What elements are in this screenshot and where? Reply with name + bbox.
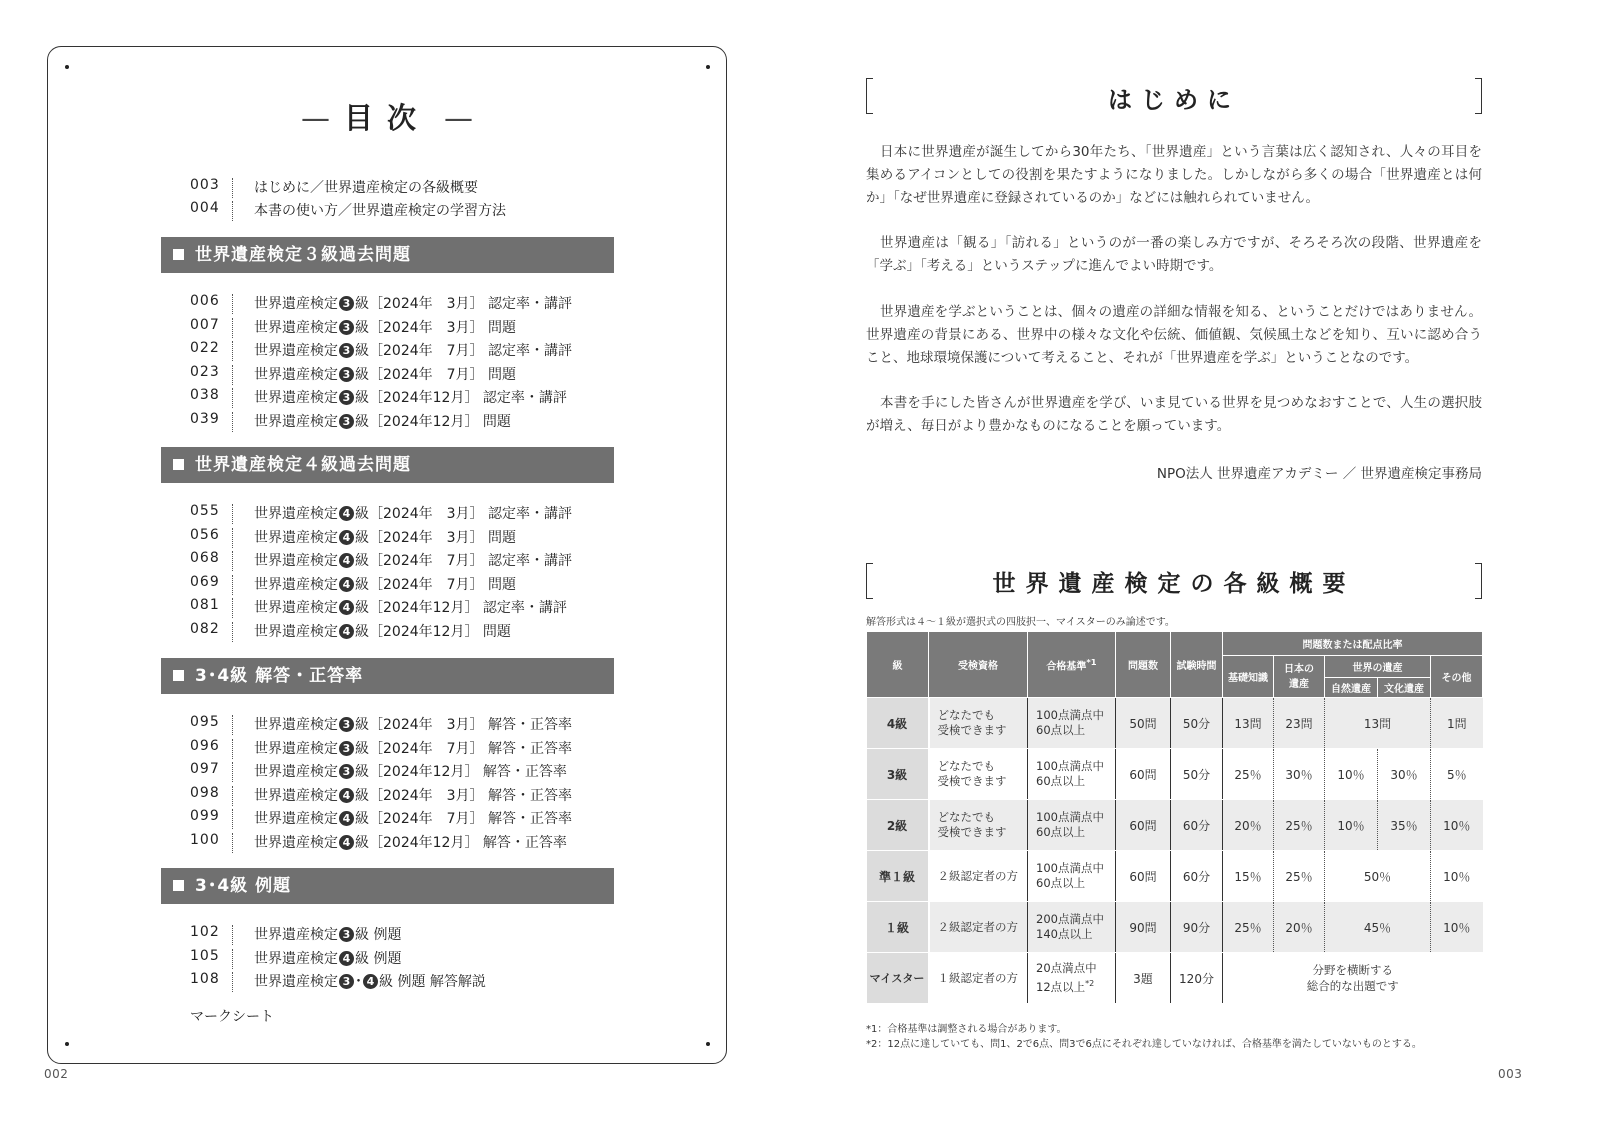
intro-paragraph: 世界遺産を学ぶということは、個々の遺産の詳細な情報を知る、ということだけではありません。世界遺産の背景にある、世界中の様々な文化や伝統、価値観、気候風土などを知り、互いに認め合うこと、地球環境保護について考えること、それが「世界遺産を学ぶ」ということなのです。 [866, 304, 1482, 366]
dotted-separator [232, 504, 233, 524]
section-heading-text: 3･4級 解答・正答率 [195, 666, 364, 686]
header-world: 世界の遺産 [1325, 656, 1431, 678]
row-world: 50％ [1325, 851, 1431, 902]
row-eligibility [929, 698, 1028, 749]
header-pass-standard [1028, 632, 1116, 698]
grade-circle-badge: 4 [339, 577, 354, 592]
entry-detail: 級 例題 [355, 950, 402, 967]
dotted-separator [232, 412, 233, 432]
grade-joiner: ･ [355, 974, 362, 990]
section-heading [161, 237, 614, 273]
entry-series: 世界遺産検定 [254, 390, 338, 406]
row-questions: 60問 [1116, 749, 1171, 800]
footnote: *1：合格基準は調整される場合があります。 [866, 1024, 1067, 1035]
grade-circle-badge: 3 [339, 343, 354, 358]
pass-line: 60点以上 [1036, 723, 1086, 737]
entry-title [254, 832, 567, 852]
row-natural: 10％ [1325, 800, 1378, 851]
entry-series: 世界遺産検定 [254, 600, 338, 616]
section-heading-text: 世界遺産検定３級過去問題 [195, 245, 411, 265]
eligibility-line: 受検できます [937, 723, 1007, 737]
signature: NPO法人 世界遺産アカデミー ／ 世界遺産検定事務局 [1156, 466, 1482, 482]
grade-circle-badge: 4 [339, 530, 354, 545]
row-time: 50分 [1171, 698, 1223, 749]
row-eligibility: ２級認定者の方 [929, 902, 1028, 953]
entry-series: 世界遺産検定 [254, 787, 338, 804]
grade-circle-badge: 4 [339, 951, 354, 966]
entry-series: 世界遺産検定 [254, 834, 338, 851]
entry-title [254, 948, 401, 968]
header-other: その他 [1431, 656, 1483, 698]
header-japan: 日本の遺産 [1274, 656, 1325, 698]
header-pass-standard-text: 合格基準 [1046, 661, 1087, 673]
square-bullet-icon [173, 670, 184, 681]
entry-title [254, 621, 511, 641]
grade-overview-table [866, 631, 1483, 1004]
row-pass-standard [1028, 749, 1116, 800]
pass-line: 200点満点中 [1036, 912, 1104, 926]
entry-page-number: 096 [190, 737, 220, 754]
row-other: 5％ [1431, 749, 1483, 800]
overview-heading-text: 世界遺産検定の各級概要 [992, 571, 1356, 597]
entry-series: 世界遺産検定 [254, 366, 338, 383]
dotted-separator [232, 294, 233, 314]
dotted-separator [232, 833, 233, 853]
eligibility-line: どなたでも [937, 708, 995, 722]
row-eligibility [929, 749, 1028, 800]
entry-series: 世界遺産検定 [254, 764, 338, 780]
entry-detail: 級［2024年 7月］ 解答・正答率 [355, 811, 572, 827]
row-eligibility: １級認定者の方 [929, 953, 1028, 1004]
entry-page-number: 099 [190, 808, 220, 824]
table-row [867, 749, 1483, 800]
row-japan: 30％ [1274, 749, 1325, 800]
span-line: 分野を横断する [1312, 963, 1394, 977]
entry-series: 世界遺産検定 [254, 413, 338, 430]
header-basic: 基礎知識 [1223, 656, 1274, 698]
row-grade: マイスター [867, 953, 929, 1004]
grade-circle-badge: 3 [339, 974, 354, 989]
row-questions: 60問 [1116, 800, 1171, 851]
row-grade: 3級 [867, 749, 929, 800]
entry-series: 世界遺産検定 [254, 927, 338, 943]
corner-dot [65, 65, 69, 69]
eligibility-line: 受検できます [937, 825, 1007, 839]
row-questions: 50問 [1116, 698, 1171, 749]
entry-page-number: 004 [190, 200, 220, 216]
row-eligibility [929, 800, 1028, 851]
row-basic: 15％ [1223, 851, 1274, 902]
row-japan: 25％ [1274, 800, 1325, 851]
grade-circle-badge: 3 [339, 367, 354, 382]
pass-line: 60点以上 [1036, 876, 1086, 890]
footnote-mark: *1 [1086, 656, 1097, 667]
entry-detail: 級［2024年 3月］ 解答・正答率 [355, 787, 572, 804]
dotted-separator [232, 318, 233, 338]
entry-title [254, 808, 572, 828]
entry-title: はじめに／世界遺産検定の各級概要 [254, 180, 478, 196]
entry-detail: 級［2024年12月］ 問題 [355, 623, 511, 640]
section-heading [161, 868, 614, 904]
entry-title [254, 527, 516, 547]
dotted-separator [232, 622, 233, 642]
row-pass-standard [1028, 800, 1116, 851]
table-row [867, 902, 1483, 953]
entry-detail: 級 例題 解答解説 [379, 974, 486, 990]
entry-detail: 級［2024年 3月］ 問題 [355, 319, 516, 336]
row-grade: １級 [867, 902, 929, 953]
dotted-separator [232, 715, 233, 735]
entry-page-number: 023 [190, 363, 220, 380]
grade-circle-badge: 3 [339, 741, 354, 756]
grade-circle-badge: 3 [339, 764, 354, 779]
row-pass-standard [1028, 698, 1116, 749]
row-other: 10％ [1431, 902, 1483, 953]
row-grade: 準１級 [867, 851, 929, 902]
entry-series: 世界遺産検定 [254, 553, 338, 569]
entry-title [254, 293, 572, 313]
entry-detail: 級［2024年 7月］ 認定率・講評 [355, 553, 572, 569]
dotted-separator [232, 528, 233, 548]
dotted-separator [232, 786, 233, 806]
entry-series: 世界遺産検定 [254, 811, 338, 827]
entry-title [254, 387, 567, 407]
section-heading [161, 447, 614, 483]
entry-page-number: 022 [190, 340, 220, 356]
entry-page-number: 003 [190, 177, 220, 193]
pass-line: 100点満点中 [1036, 861, 1104, 875]
entry-page-number: 068 [190, 550, 220, 566]
pass-line: 12点以上 [1036, 979, 1086, 994]
row-eligibility: ２級認定者の方 [929, 851, 1028, 902]
table-row [867, 851, 1483, 902]
row-questions: 60問 [1116, 851, 1171, 902]
entry-title [254, 411, 511, 431]
intro-heading [866, 78, 1482, 116]
entry-detail: 級［2024年 7月］ 解答・正答率 [355, 740, 572, 757]
dotted-separator [232, 925, 233, 945]
pass-line: 20点満点中 [1036, 961, 1097, 976]
entry-detail: 級［2024年12月］ 認定率・講評 [355, 390, 567, 406]
footnote-mark: *2 [1085, 979, 1095, 989]
pass-line: 140点以上 [1036, 927, 1093, 941]
entry-detail: 級 例題 [355, 927, 402, 943]
entry-page-number: 007 [190, 316, 220, 333]
toc-title [47, 96, 727, 137]
entry-title [254, 503, 572, 523]
entry-series: 世界遺産検定 [254, 974, 338, 990]
entry-detail: 級［2024年 7月］ 問題 [355, 366, 516, 383]
square-bullet-icon [173, 459, 184, 470]
grade-circle-badge: 4 [339, 600, 354, 615]
entry-detail: 級［2024年 7月］ 認定率・講評 [355, 343, 572, 359]
grade-circle-badge: 4 [339, 811, 354, 826]
corner-dot [706, 1042, 710, 1046]
row-basic: 25％ [1223, 902, 1274, 953]
dotted-separator [232, 972, 233, 992]
row-natural: 10％ [1325, 749, 1378, 800]
entry-series: 世界遺産検定 [254, 296, 338, 312]
entry-detail: 級［2024年 3月］ 認定率・講評 [355, 506, 572, 522]
overview-heading [866, 563, 1482, 601]
header-grade: 級 [867, 632, 929, 698]
dotted-separator [232, 365, 233, 385]
toc-title-text: 目次 [343, 101, 430, 135]
section-heading-text: 3･4級 例題 [195, 876, 292, 896]
eligibility-line: どなたでも [937, 810, 995, 824]
eligibility-line: 受検できます [937, 774, 1007, 788]
entry-series: 世界遺産検定 [254, 576, 338, 593]
grade-circle-badge: 4 [363, 974, 378, 989]
entry-detail: 級［2024年 7月］ 問題 [355, 576, 516, 593]
intro-paragraph: 本書を手にした皆さんが世界遺産を学び、いま見ている世界を見つめなおすことで、人生の選択肢が増え、毎日がより豊かなものになることを願っています。 [866, 395, 1482, 434]
dotted-separator [232, 739, 233, 759]
row-other: 1問 [1431, 698, 1483, 749]
row-grade: 4級 [867, 698, 929, 749]
entry-page-number: 102 [190, 924, 220, 940]
entry-title [254, 597, 567, 617]
row-japan: 25％ [1274, 851, 1325, 902]
entry-page-number: 097 [190, 761, 220, 777]
row-japan: 20％ [1274, 902, 1325, 953]
table-row [867, 953, 1483, 1004]
dotted-separator [232, 598, 233, 618]
grade-circle-badge: 3 [339, 320, 354, 335]
grade-circle-badge: 3 [339, 296, 354, 311]
grade-circle-badge: 4 [339, 506, 354, 521]
pass-line: 100点満点中 [1036, 810, 1104, 824]
row-time: 120分 [1171, 953, 1223, 1004]
entry-page-number: 055 [190, 503, 220, 519]
entry-title [254, 714, 572, 734]
entry-page-number: 038 [190, 387, 220, 403]
entry-page-number: 082 [190, 620, 220, 637]
grade-circle-badge: 4 [339, 553, 354, 568]
pass-line: 100点満点中 [1036, 759, 1104, 773]
entry-title [254, 785, 572, 805]
entry-series: 世界遺産検定 [254, 623, 338, 640]
row-span-ratio [1223, 953, 1483, 1004]
intro-heading-text: はじめに [1108, 86, 1240, 114]
entry-title [254, 971, 486, 991]
entry-title [254, 340, 572, 360]
eligibility-line: どなたでも [937, 759, 995, 773]
row-basic: 25％ [1223, 749, 1274, 800]
entry-series: 世界遺産検定 [254, 740, 338, 757]
square-bullet-icon [173, 249, 184, 260]
grade-circle-badge: 4 [339, 624, 354, 639]
entry-series: 世界遺産検定 [254, 717, 338, 733]
header-ratio-group: 問題数または配点比率 [1223, 632, 1483, 656]
grade-circle-badge: 4 [339, 835, 354, 850]
header-eligibility: 受検資格 [929, 632, 1028, 698]
row-grade: 2級 [867, 800, 929, 851]
dotted-separator [232, 762, 233, 782]
entry-series: 世界遺産検定 [254, 319, 338, 336]
marksheet-entry[interactable]: マークシート [190, 1009, 274, 1025]
entry-detail: 級［2024年12月］ 解答・正答率 [355, 764, 567, 780]
entry-detail: 級［2024年12月］ 解答・正答率 [355, 834, 567, 851]
row-pass-standard [1028, 953, 1116, 1004]
dotted-separator [232, 341, 233, 361]
span-line: 総合的な出題です [1306, 979, 1399, 993]
entry-title [254, 317, 516, 337]
row-pass-standard [1028, 902, 1116, 953]
entry-page-number: 056 [190, 526, 220, 543]
row-cultural: 30％ [1378, 749, 1431, 800]
row-world: 45％ [1325, 902, 1431, 953]
entry-page-number: 108 [190, 971, 220, 987]
entry-page-number: 098 [190, 784, 220, 801]
entry-detail: 級［2024年 3月］ 認定率・講評 [355, 296, 572, 312]
entry-title [254, 574, 516, 594]
dotted-separator [232, 949, 233, 969]
row-world: 13問 [1325, 698, 1431, 749]
grade-circle-badge: 3 [339, 927, 354, 942]
row-questions: 90問 [1116, 902, 1171, 953]
intro-paragraph: 世界遺産は「観る」「訪れる」というのが一番の楽しみ方ですが、そろそろ次の段階、世界遺産を「学ぶ」「考える」というステップに進んでよい時期です。 [866, 235, 1482, 274]
pass-line: 60点以上 [1036, 825, 1086, 839]
grade-circle-badge: 3 [339, 717, 354, 732]
row-other: 10％ [1431, 800, 1483, 851]
intro-paragraph: 日本に世界遺産が誕生してから30年たち、「世界遺産」という言葉は広く認知され、人々の耳目を集めるアイコンとしての役割を果たすようになりました。しかしながら多くの場合「世界遺産とは何か」「なぜ世界遺産に登録されているのか」などには触れられていません。 [866, 144, 1482, 206]
row-time: 60分 [1171, 851, 1223, 902]
dotted-separator [232, 575, 233, 595]
table-row [867, 800, 1483, 851]
dotted-separator [232, 388, 233, 408]
header-exam-time: 試験時間 [1171, 632, 1223, 698]
entry-series: 世界遺産検定 [254, 343, 338, 359]
table-row [867, 698, 1483, 749]
row-time: 60分 [1171, 800, 1223, 851]
entry-page-number: 100 [190, 831, 220, 848]
header-cultural: 文化遺産 [1378, 678, 1431, 698]
bracket-right [1475, 78, 1482, 114]
entry-title [254, 924, 401, 944]
header-natural: 自然遺産 [1325, 678, 1378, 698]
page-number: 003 [1498, 1067, 1523, 1081]
entry-detail: 級［2024年12月］ 問題 [355, 413, 511, 430]
title-dash: — [444, 101, 473, 135]
entry-series: 世界遺産検定 [254, 506, 338, 522]
square-bullet-icon [173, 880, 184, 891]
grade-circle-badge: 4 [339, 788, 354, 803]
corner-dot [706, 65, 710, 69]
grade-circle-badge: 3 [339, 390, 354, 405]
dotted-separator [232, 178, 233, 198]
row-time: 50分 [1171, 749, 1223, 800]
pass-line: 60点以上 [1036, 774, 1086, 788]
title-dash: — [300, 101, 330, 135]
entry-title: 本書の使い方／世界遺産検定の学習方法 [254, 203, 506, 219]
row-pass-standard [1028, 851, 1116, 902]
dotted-separator [232, 809, 233, 829]
entry-page-number: 105 [190, 947, 220, 964]
corner-dot [65, 1042, 69, 1046]
bracket-right [1475, 563, 1482, 599]
section-heading-text: 世界遺産検定４級過去問題 [195, 455, 411, 475]
row-time: 90分 [1171, 902, 1223, 953]
grade-circle-badge: 3 [339, 414, 354, 429]
page-number: 002 [44, 1067, 69, 1081]
table-note: 解答形式は４〜１級が選択式の四肢択一、マイスターのみ論述です。 [866, 617, 1175, 628]
row-other: 10％ [1431, 851, 1483, 902]
row-questions: 3題 [1116, 953, 1171, 1004]
entry-title [254, 761, 567, 781]
entry-page-number: 039 [190, 410, 220, 427]
entry-page-number: 081 [190, 597, 220, 613]
entry-page-number: 095 [190, 714, 220, 730]
entry-detail: 級［2024年12月］ 認定率・講評 [355, 600, 567, 616]
entry-page-number: 006 [190, 293, 220, 309]
entry-page-number: 069 [190, 573, 220, 590]
row-basic: 13問 [1223, 698, 1274, 749]
row-basic: 20％ [1223, 800, 1274, 851]
row-cultural: 35％ [1378, 800, 1431, 851]
entry-title [254, 550, 572, 570]
row-japan: 23問 [1274, 698, 1325, 749]
entry-series: 世界遺産検定 [254, 950, 338, 967]
entry-detail: 級［2024年 3月］ 解答・正答率 [355, 717, 572, 733]
entry-detail: 級［2024年 3月］ 問題 [355, 529, 516, 546]
entry-series: 世界遺産検定 [254, 529, 338, 546]
dotted-separator [232, 201, 233, 221]
header-num-questions: 問題数 [1116, 632, 1171, 698]
entry-title [254, 364, 516, 384]
pass-line: 100点満点中 [1036, 708, 1104, 722]
footnote: *2：12点に達していても、問1、2で6点、問3で6点にそれぞれ達していなければ、合格基準を満たしていないものとする。 [866, 1039, 1422, 1050]
section-heading [161, 658, 614, 694]
dotted-separator [232, 551, 233, 571]
entry-title [254, 738, 572, 758]
